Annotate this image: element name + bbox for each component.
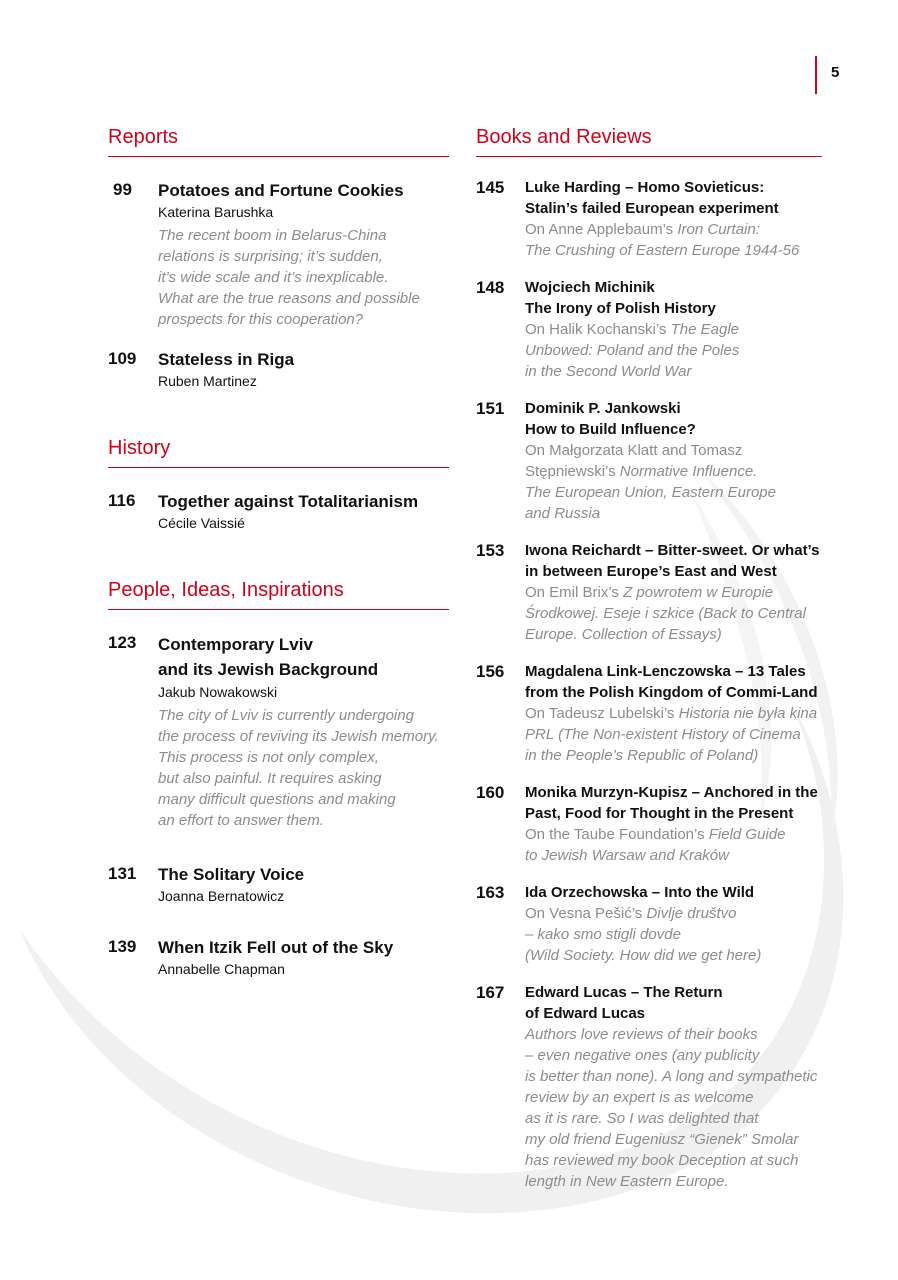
entry-description: On Vesna Pešić’s Divlje društvo – kako smo stigli dovde (Wild Society. How did we get here) [525, 905, 762, 964]
section-rule [108, 609, 449, 610]
entry-page-number: 153 [476, 541, 505, 560]
entry-author: Ruben Martinez [158, 373, 257, 389]
entry-page-number: 167 [476, 983, 505, 1002]
entry-author: Cécile Vaissié [158, 515, 245, 531]
section-rule [108, 156, 449, 157]
entry-title: Luke Harding – Homo Sovieticus: Stalin’s failed European experiment [525, 179, 779, 217]
entry-page-number: 99 [113, 180, 132, 199]
entry-description: Authors love reviews of their books – even negative ones (any publicity is better than none). A long and sympathetic review by an expert is as welcome as it is rare. So I was delighted that my old friend Eugeniusz “Gienek” Smolar has reviewed my book Deception at such length in New Eastern Europe. [525, 1026, 818, 1190]
entry-description: The city of Lviv is currently undergoing the process of reviving its Jewish memory. This process is not only complex, but also painful. It requires asking many difficult questions and making an effort to answer them. [158, 707, 439, 829]
entry-page-number: 109 [108, 349, 137, 368]
section-title-history: History [108, 437, 171, 459]
entry-title: Ida Orzechowska – Into the Wild [525, 884, 755, 901]
entry-page-number: 131 [108, 864, 137, 883]
toc-entry[interactable] [108, 179, 449, 330]
toc-entry[interactable] [476, 277, 822, 382]
section-people-ideas-inspirations [108, 577, 449, 979]
entry-title: Contemporary Lviv and its Jewish Background [158, 635, 379, 679]
page-number-rule [815, 56, 817, 94]
entry-author: Jakub Nowakowski [158, 684, 278, 700]
toc-entry[interactable] [108, 490, 449, 533]
toc-entry[interactable] [476, 398, 822, 524]
section-title-reports: Reports [108, 126, 179, 148]
entry-page-number: 163 [476, 883, 505, 902]
toc-entry[interactable] [476, 540, 822, 645]
toc-entry[interactable] [476, 982, 822, 1192]
toc-entry[interactable] [108, 936, 449, 979]
entry-author: Annabelle Chapman [158, 961, 285, 977]
entry-title: Dominik P. Jankowski How to Build Influence? [525, 400, 696, 438]
section-title-books: Books and Reviews [476, 126, 652, 148]
toc-entry[interactable] [476, 782, 822, 866]
section-rule [108, 467, 449, 468]
toc-entry[interactable] [108, 348, 449, 391]
left-column [108, 124, 449, 979]
entry-title: Together against Totalitarianism [158, 492, 419, 511]
entry-title: When Itzik Fell out of the Sky [158, 938, 394, 957]
entry-title: Potatoes and Fortune Cookies [158, 181, 404, 200]
entry-title: Monika Murzyn-Kupisz – Anchored in the Past, Food for Thought in the Present [525, 784, 818, 822]
toc-entry[interactable] [108, 632, 449, 831]
toc-entry[interactable] [476, 882, 822, 966]
entry-description: The recent boom in Belarus-China relations is surprising; it’s sudden, it’s wide scale and it’s inexplicable. What are the true reasons and possible prospects for this cooperation? [158, 227, 420, 328]
entry-title: Magdalena Link-Lenczowska – 13 Tales from the Polish Kingdom of Commi-Land [525, 663, 818, 701]
entry-description: On Małgorzata Klatt and Tomasz Stępniewski’s Normative Influence. The European Union, Eastern Europe and Russia [525, 442, 776, 522]
entry-page-number: 139 [108, 937, 137, 956]
entry-title: The Solitary Voice [158, 865, 305, 884]
entry-page-number: 116 [108, 491, 136, 510]
entry-author: Joanna Bernatowicz [158, 888, 285, 904]
entry-page-number: 160 [476, 783, 505, 802]
entry-title: Iwona Reichardt – Bitter-sweet. Or what’s in between Europe’s East and West [525, 542, 820, 580]
section-reports [108, 124, 449, 391]
entry-title: Wojciech Michinik The Irony of Polish History [525, 279, 716, 317]
section-rule [476, 156, 822, 157]
section-history [108, 435, 449, 533]
section-title-people: People, Ideas, Inspirations [108, 579, 344, 601]
toc-entry[interactable] [476, 661, 822, 766]
entry-title: Edward Lucas – The Return of Edward Lucas [525, 984, 723, 1022]
entry-description: On Halik Kochanski’s The Eagle Unbowed: Poland and the Poles in the Second World War [525, 321, 740, 380]
entry-page-number: 145 [476, 178, 505, 197]
books-list [476, 177, 822, 1192]
page-number: 5 [831, 64, 840, 81]
entry-author: Katerina Barushka [158, 204, 274, 220]
right-column [476, 124, 822, 1208]
entry-page-number: 156 [476, 662, 505, 681]
entry-title: Stateless in Riga [158, 350, 295, 369]
entry-description: On the Taube Foundation’s Field Guide to Jewish Warsaw and Kraków [525, 826, 786, 864]
toc-entry[interactable] [108, 863, 449, 906]
entry-description: On Anne Applebaum’s Iron Curtain: The Crushing of Eastern Europe 1944-56 [525, 221, 800, 259]
entry-description: On Emil Brix’s Z powrotem w Europie Środkowej. Eseje i szkice (Back to Central Europe. Collection of Essays) [525, 584, 806, 643]
entry-description: On Tadeusz Lubelski’s Historia nie była kina PRL (The Non-existent History of Cinema in the People’s Republic of Poland) [525, 705, 818, 764]
entry-page-number: 148 [476, 278, 505, 297]
entry-page-number: 123 [108, 633, 137, 652]
entry-page-number: 151 [476, 399, 505, 418]
toc-entry[interactable] [476, 177, 822, 261]
section-books-and-reviews [476, 124, 822, 1192]
